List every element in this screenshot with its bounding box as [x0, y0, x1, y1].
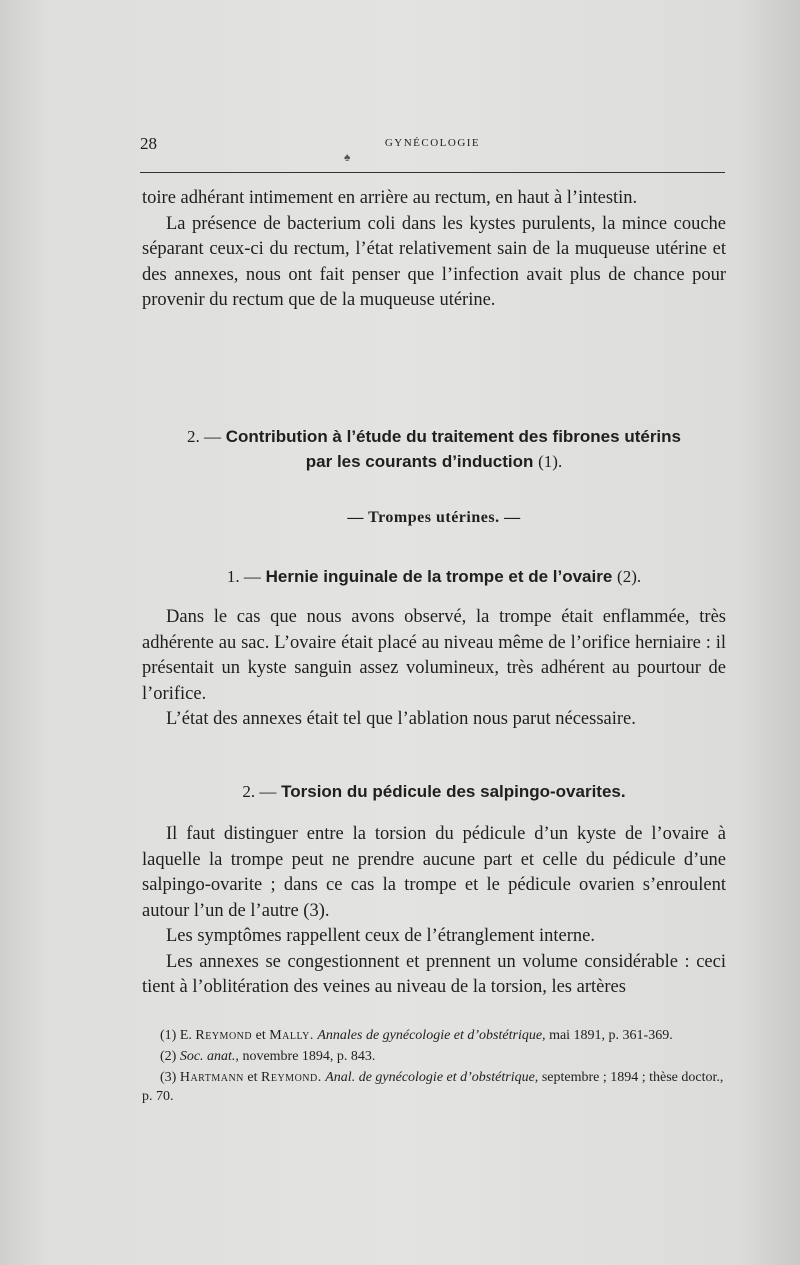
footnote-3-journal: Anal. de gynécologie et d’obstétrique, — [325, 1070, 539, 1085]
intro-paragraph-1: toire adhérant intimement en arrière au rectum, en haut à l’intestin. — [142, 188, 638, 208]
page-number: 28 — [140, 134, 157, 153]
hernie-number: 1. — — [226, 567, 261, 586]
torsion-text — [142, 822, 726, 1001]
heading-torsion — [142, 779, 726, 804]
torsion-paragraph-2: Les symptômes rappellent ceux de l’étranglement interne. — [166, 926, 595, 946]
footnote-1-ref: (1) E. — [160, 1028, 192, 1043]
footnote-2 — [142, 1047, 726, 1066]
footnote-3-and: et — [247, 1070, 258, 1085]
footnote-3-author-1: Hartmann — [179, 1070, 244, 1085]
footnote-1-rest: mai 1891, p. 361-369. — [549, 1028, 673, 1043]
footnote-3-author-2: Reymond. — [261, 1070, 322, 1085]
torsion-title: Torsion du pédicule des salpingo-ovarites. — [281, 782, 626, 801]
section-number: 2. — — [187, 427, 221, 446]
subheading-trompes: — Trompes utérines. — — [347, 509, 521, 526]
section-title-line-2 — [142, 449, 726, 474]
footnote-3-rest: septembre ; 1894 ; thèse doctor., p. 70. — [142, 1070, 724, 1104]
footnote-1-journal: Annales de gynécologie et d’obstétrique, — [317, 1028, 546, 1043]
footnote-2-journal: Soc. anat., — [179, 1049, 239, 1064]
footnote-1 — [142, 1026, 726, 1045]
running-title: GYNÉCOLOGIE — [384, 137, 481, 149]
torsion-number: 2. — — [242, 782, 277, 801]
hernie-note-ref: (2). — [617, 567, 642, 586]
footnote-3 — [142, 1068, 726, 1106]
section-heading-contribution — [142, 424, 726, 474]
hernie-paragraph-1: Dans le cas que nous avons observé, la trompe était enflammée, très adhérente au sac. L’ovaire était placé au niveau même de l’orifice herniaire : il présentait un kyste sanguin assez volumineux, très adhérent au pourtour de l’orifice. — [142, 607, 726, 704]
hernie-title: Hernie inguinale de la trompe et de l’ovaire — [265, 567, 613, 586]
intro-text — [142, 186, 726, 314]
torsion-paragraph-1: Il faut distinguer entre la torsion du pédicule d’un kyste de l’ovaire à laquelle la trompe peut ne prendre aucune part et celle du pédicule d’une salpingo-ovarite ; dans ce cas la trompe et le pédicule ovarien s’enroulent autour l’un de l’autre (3). — [142, 824, 726, 921]
footnotes — [142, 1026, 726, 1108]
torsion-paragraph-3: Les annexes se congestionnent et prennent un volume considérable : ceci tient à l’oblitération des veines au niveau de la torsion, les artères — [142, 951, 726, 997]
footnote-1-author-1: Reymond — [195, 1028, 253, 1043]
section-note-ref: (1). — [538, 452, 563, 471]
heading-hernie — [142, 564, 726, 589]
footnote-1-and: et — [255, 1028, 266, 1043]
footnote-2-rest: novembre 1894, p. 843. — [242, 1049, 376, 1064]
hernie-paragraph-2: L’état des annexes était tel que l’ablation nous parut nécessaire. — [166, 709, 636, 729]
hernie-text — [142, 605, 726, 733]
header-rule — [140, 172, 725, 173]
section-title-line-1 — [142, 424, 726, 449]
ornament-icon: ♠ — [344, 150, 351, 164]
intro-paragraph-2: La présence de bacterium coli dans les kystes purulents, la mince couche séparant ceux-ci du rectum, l’état relativement sain de la muqueuse utérine et des annexes, nous ont fait penser que l’infection avait plus de chance pour provenir du rectum que de la muqueuse utérine. — [142, 213, 726, 310]
footnote-2-ref: (2) — [160, 1049, 177, 1064]
section-title-part-2: par les courants d’induction — [305, 452, 534, 471]
footnote-3-ref: (3) — [160, 1070, 177, 1085]
footnote-1-author-2: Mally. — [269, 1028, 314, 1043]
section-title-part-1: Contribution à l’étude du traitement des fibrones utérins — [225, 427, 681, 446]
page-header — [140, 134, 725, 158]
